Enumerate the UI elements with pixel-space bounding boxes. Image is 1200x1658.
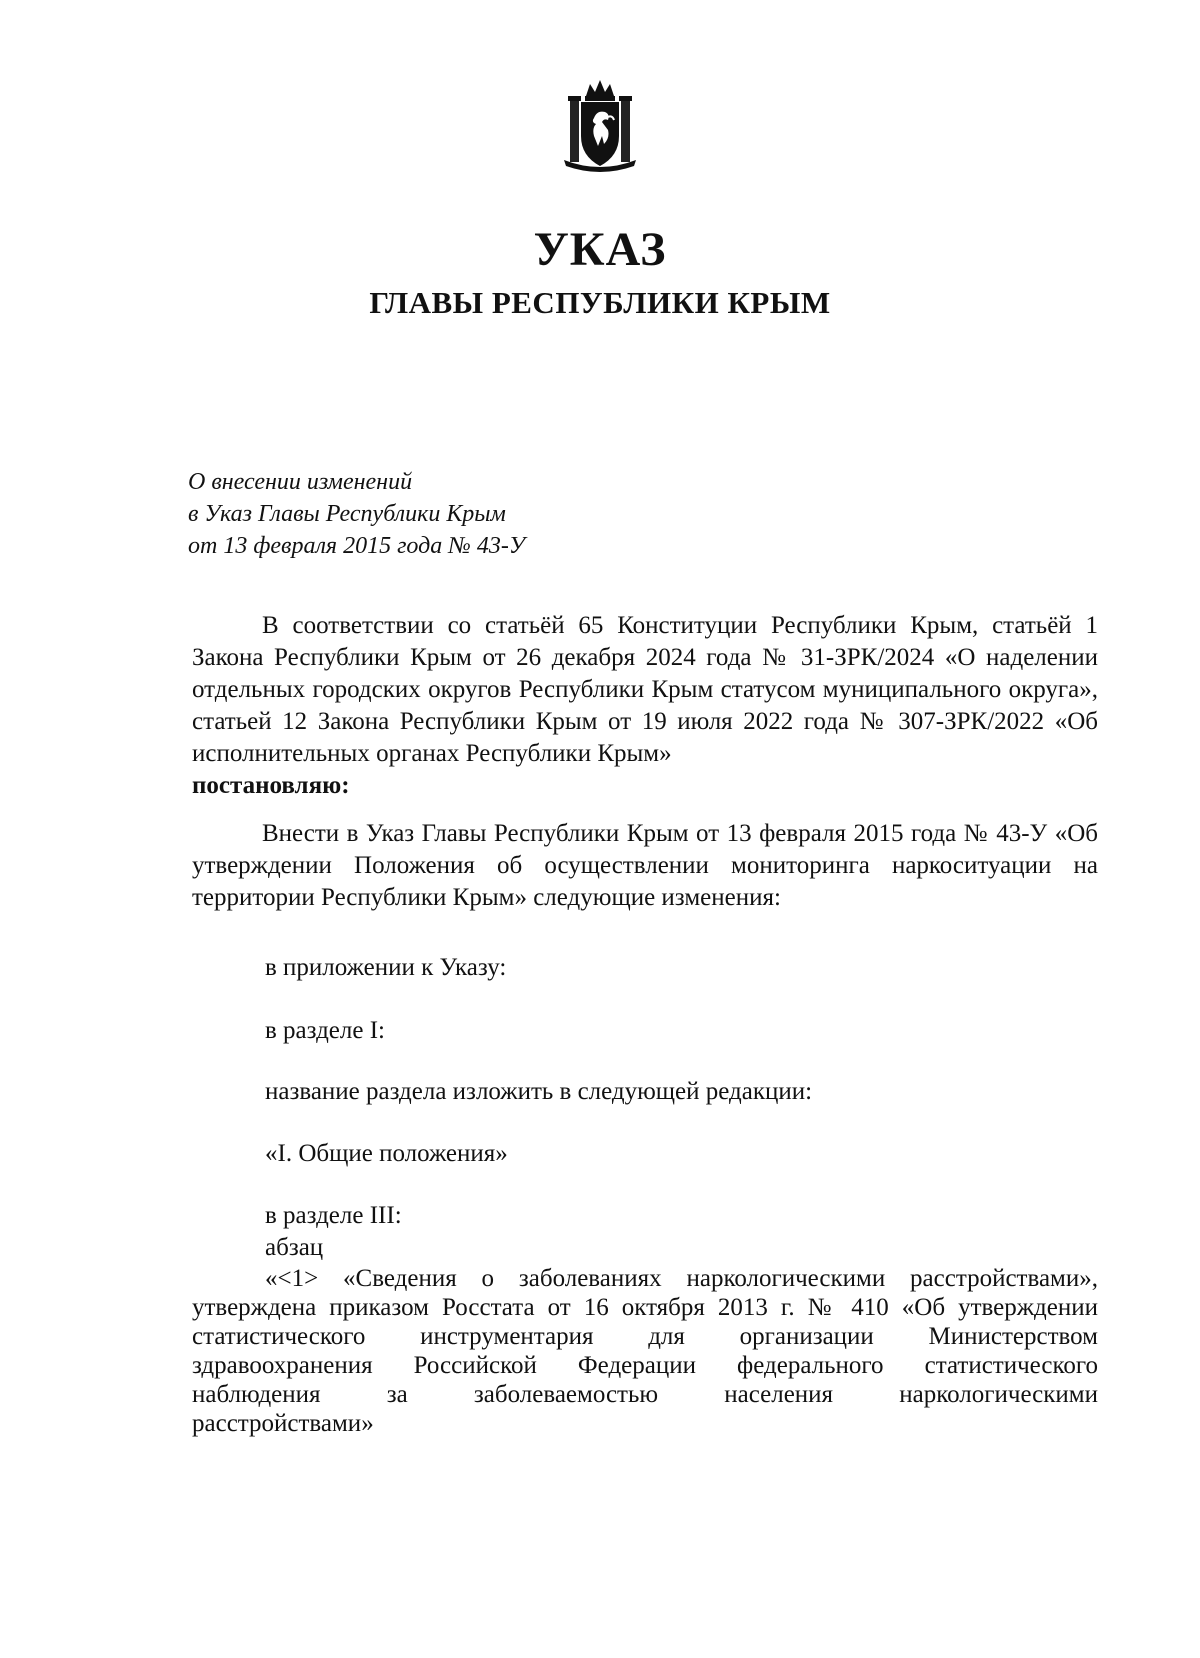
item-rename: название раздела изложить в следующей редакции: bbox=[265, 1078, 813, 1105]
preamble-text: В соответствии со статьёй 65 Конституции Республики Крым, статьёй 1 Закона Республики Крым от 26 декабря 2024 года № 31-ЗРК/2024 «О наделении отдельных городских округов Республики Крым статусом муниципального округа», статьей 12 Закона Республики Крым от 19 июля 2022 года № 307-ЗРК/2022 «Об исполнительных органах Республики Крым» bbox=[192, 612, 1098, 767]
crimea-coat-of-arms-icon bbox=[550, 74, 650, 174]
preamble-paragraph bbox=[192, 610, 1098, 802]
item-section-1: в разделе I: bbox=[265, 1017, 385, 1044]
quote-line: статистического инструментария для организации Министерством bbox=[192, 1323, 1098, 1350]
resolve-word: постановляю: bbox=[192, 772, 350, 799]
main-paragraph: Внести в Указ Главы Республики Крым от 13 февраля 2015 года № 43-У «Об утверждении Положения об осуществлении мониторинга наркоситуации на территории Республики Крым» следующие изменения: bbox=[192, 820, 1098, 911]
main-paragraph-block bbox=[192, 818, 1098, 914]
quoted-text-block bbox=[192, 1264, 1098, 1438]
decree-title: УКАЗ bbox=[533, 223, 667, 276]
decree-subtitle: ГЛАВЫ РЕСПУБЛИКИ КРЫМ bbox=[369, 285, 831, 320]
item-paragraph-word: абзац bbox=[265, 1234, 324, 1261]
quote-line: наблюдения за заболеваемостью населения наркологическими bbox=[192, 1381, 1098, 1408]
quote-line: здравоохранения Российской Федерации федерального статистического bbox=[192, 1352, 1098, 1379]
quote-line: «<1> «Сведения о заболеваниях наркологическими расстройствами», bbox=[265, 1265, 1098, 1292]
item-appendix: в приложении к Указу: bbox=[265, 954, 507, 981]
quote-line: расстройствами» bbox=[192, 1410, 374, 1437]
subject-line: от 13 февраля 2015 года № 43-У bbox=[188, 533, 526, 559]
quote-line: утверждена приказом Росстата от 16 октября 2013 г. № 410 «Об утверждении bbox=[192, 1294, 1098, 1321]
decree-subject bbox=[188, 466, 708, 562]
item-section-3: в разделе III: bbox=[265, 1202, 402, 1229]
item-new-title: «I. Общие положения» bbox=[265, 1140, 508, 1167]
subject-line: в Указ Главы Республики Крым bbox=[188, 501, 506, 527]
subject-line: О внесении изменений bbox=[188, 469, 413, 495]
